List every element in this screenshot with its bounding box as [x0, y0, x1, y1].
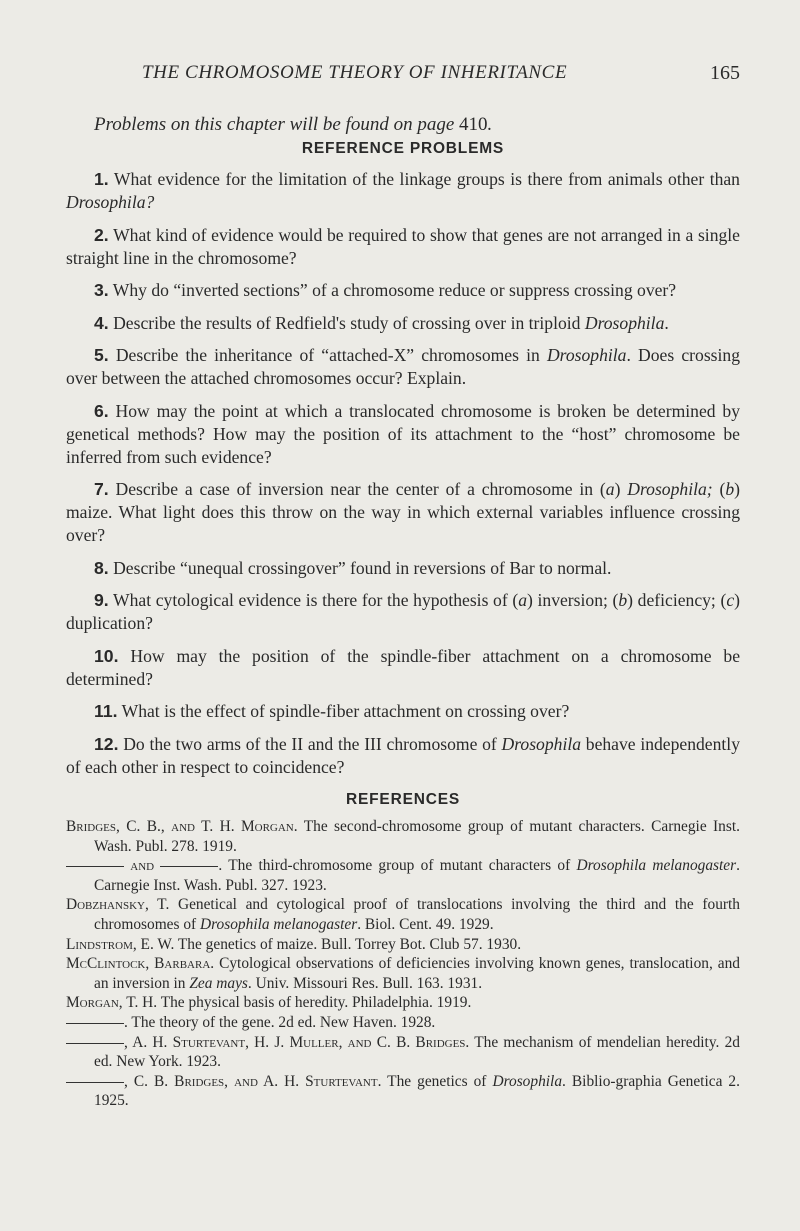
ditto-dash	[160, 866, 218, 867]
problem-item: 5. Describe the inheritance of “attached-X” chromosomes in Drosophila. Does crossing over between the attached chromosomes occur? Explain.	[66, 345, 740, 388]
problem-item: 7. Describe a case of inversion near the center of a chromosome in (a) Drosophila; (b) maize. What light does this throw on the way in which external variables influence crossing over?	[66, 479, 740, 545]
problem-item: 8. Describe “unequal crossingover” found in reversions of Bar to normal.	[94, 557, 612, 578]
reference-item: . The theory of the gene. 2d ed. New Haven. 1928.	[66, 1013, 740, 1033]
problem-item: 1. What evidence for the limitation of the linkage groups is there from animals other than Drosophila?	[66, 169, 740, 212]
reference-item: Lindstrom, E. W. The genetics of maize. Bull. Torrey Bot. Club 57. 1930.	[66, 935, 522, 953]
problem-item: 10. How may the position of the spindle-fiber attachment on a chromosome be determined?	[66, 645, 741, 689]
problem-item: 6. How may the point at which a translocated chromosome is broken be determined by genetical methods? How may the position of its attachment to the “host” chromosome be inferred from such evidence?	[66, 400, 740, 467]
reference-item: , C. B. Bridges, and A. H. Sturtevant. The genetics of Drosophila. Biblio-graphia Genetica 2. 1925.	[66, 1072, 740, 1111]
ditto-dash	[66, 1023, 124, 1024]
page-header	[66, 62, 740, 92]
problem-item: 12. Do the two arms of the II and the III chromosome of Drosophila behave independently of each other in respect to coincidence?	[66, 733, 740, 777]
reference-problems-title: REFERENCE PROBLEMS	[301, 140, 505, 157]
problem-item: 2. What kind of evidence would be required to show that genes are not arranged in a single straight line in the chromosome?	[66, 224, 740, 268]
reference-item: , A. H. Sturtevant, H. J. Muller, and C. B. Bridges. The mechanism of mendelian heredity. 2d ed. New York. 1923.	[66, 1033, 740, 1072]
problems-note: Problems on this chapter will be found on page 410.	[94, 114, 493, 135]
running-title: THE CHROMOSOME THEORY OF INHERITANCE	[142, 62, 568, 83]
reference-item: Bridges, C. B., and T. H. Morgan. The second-chromosome group of mutant characters. Carnegie Inst. Wash. Publ. 278. 1919.	[66, 818, 740, 855]
references-title: REFERENCES	[346, 791, 460, 808]
reference-item: Morgan, T. H. The physical basis of heredity. Philadelphia. 1919.	[66, 994, 472, 1012]
ditto-dash	[66, 866, 124, 867]
problem-item: 9. What cytological evidence is there for the hypothesis of (a) inversion; (b) deficiency; (c) duplication?	[66, 590, 740, 633]
problem-item: 4. Describe the results of Redfield's study of crossing over in triploid Drosophila.	[94, 312, 669, 333]
problem-item: 11. What is the effect of spindle-fiber attachment on crossing over?	[94, 701, 570, 721]
reference-item: Dobzhansky, T. Genetical and cytological proof of translocations involving the third and the fourth chromosomes of Drosophila melanogaster. Biol. Cent. 49. 1929.	[66, 896, 740, 933]
problems-list	[66, 168, 740, 788]
reference-item: and . The third-chromosome group of mutant characters of Drosophila melanogaster. Carnegie Inst. Wash. Publ. 327. 1923.	[66, 856, 740, 895]
ditto-dash	[66, 1043, 124, 1044]
ditto-dash	[66, 1082, 124, 1083]
reference-item: McClintock, Barbara. Cytological observations of deficiencies involving known genes, translocation, and an inversion in Zea mays. Univ. Missouri Res. Bull. 163. 1931.	[66, 955, 740, 992]
references-list	[66, 817, 740, 1111]
page-number: 165	[710, 62, 740, 84]
problem-item: 3. Why do “inverted sections” of a chromosome reduce or suppress crossing over?	[94, 280, 677, 300]
